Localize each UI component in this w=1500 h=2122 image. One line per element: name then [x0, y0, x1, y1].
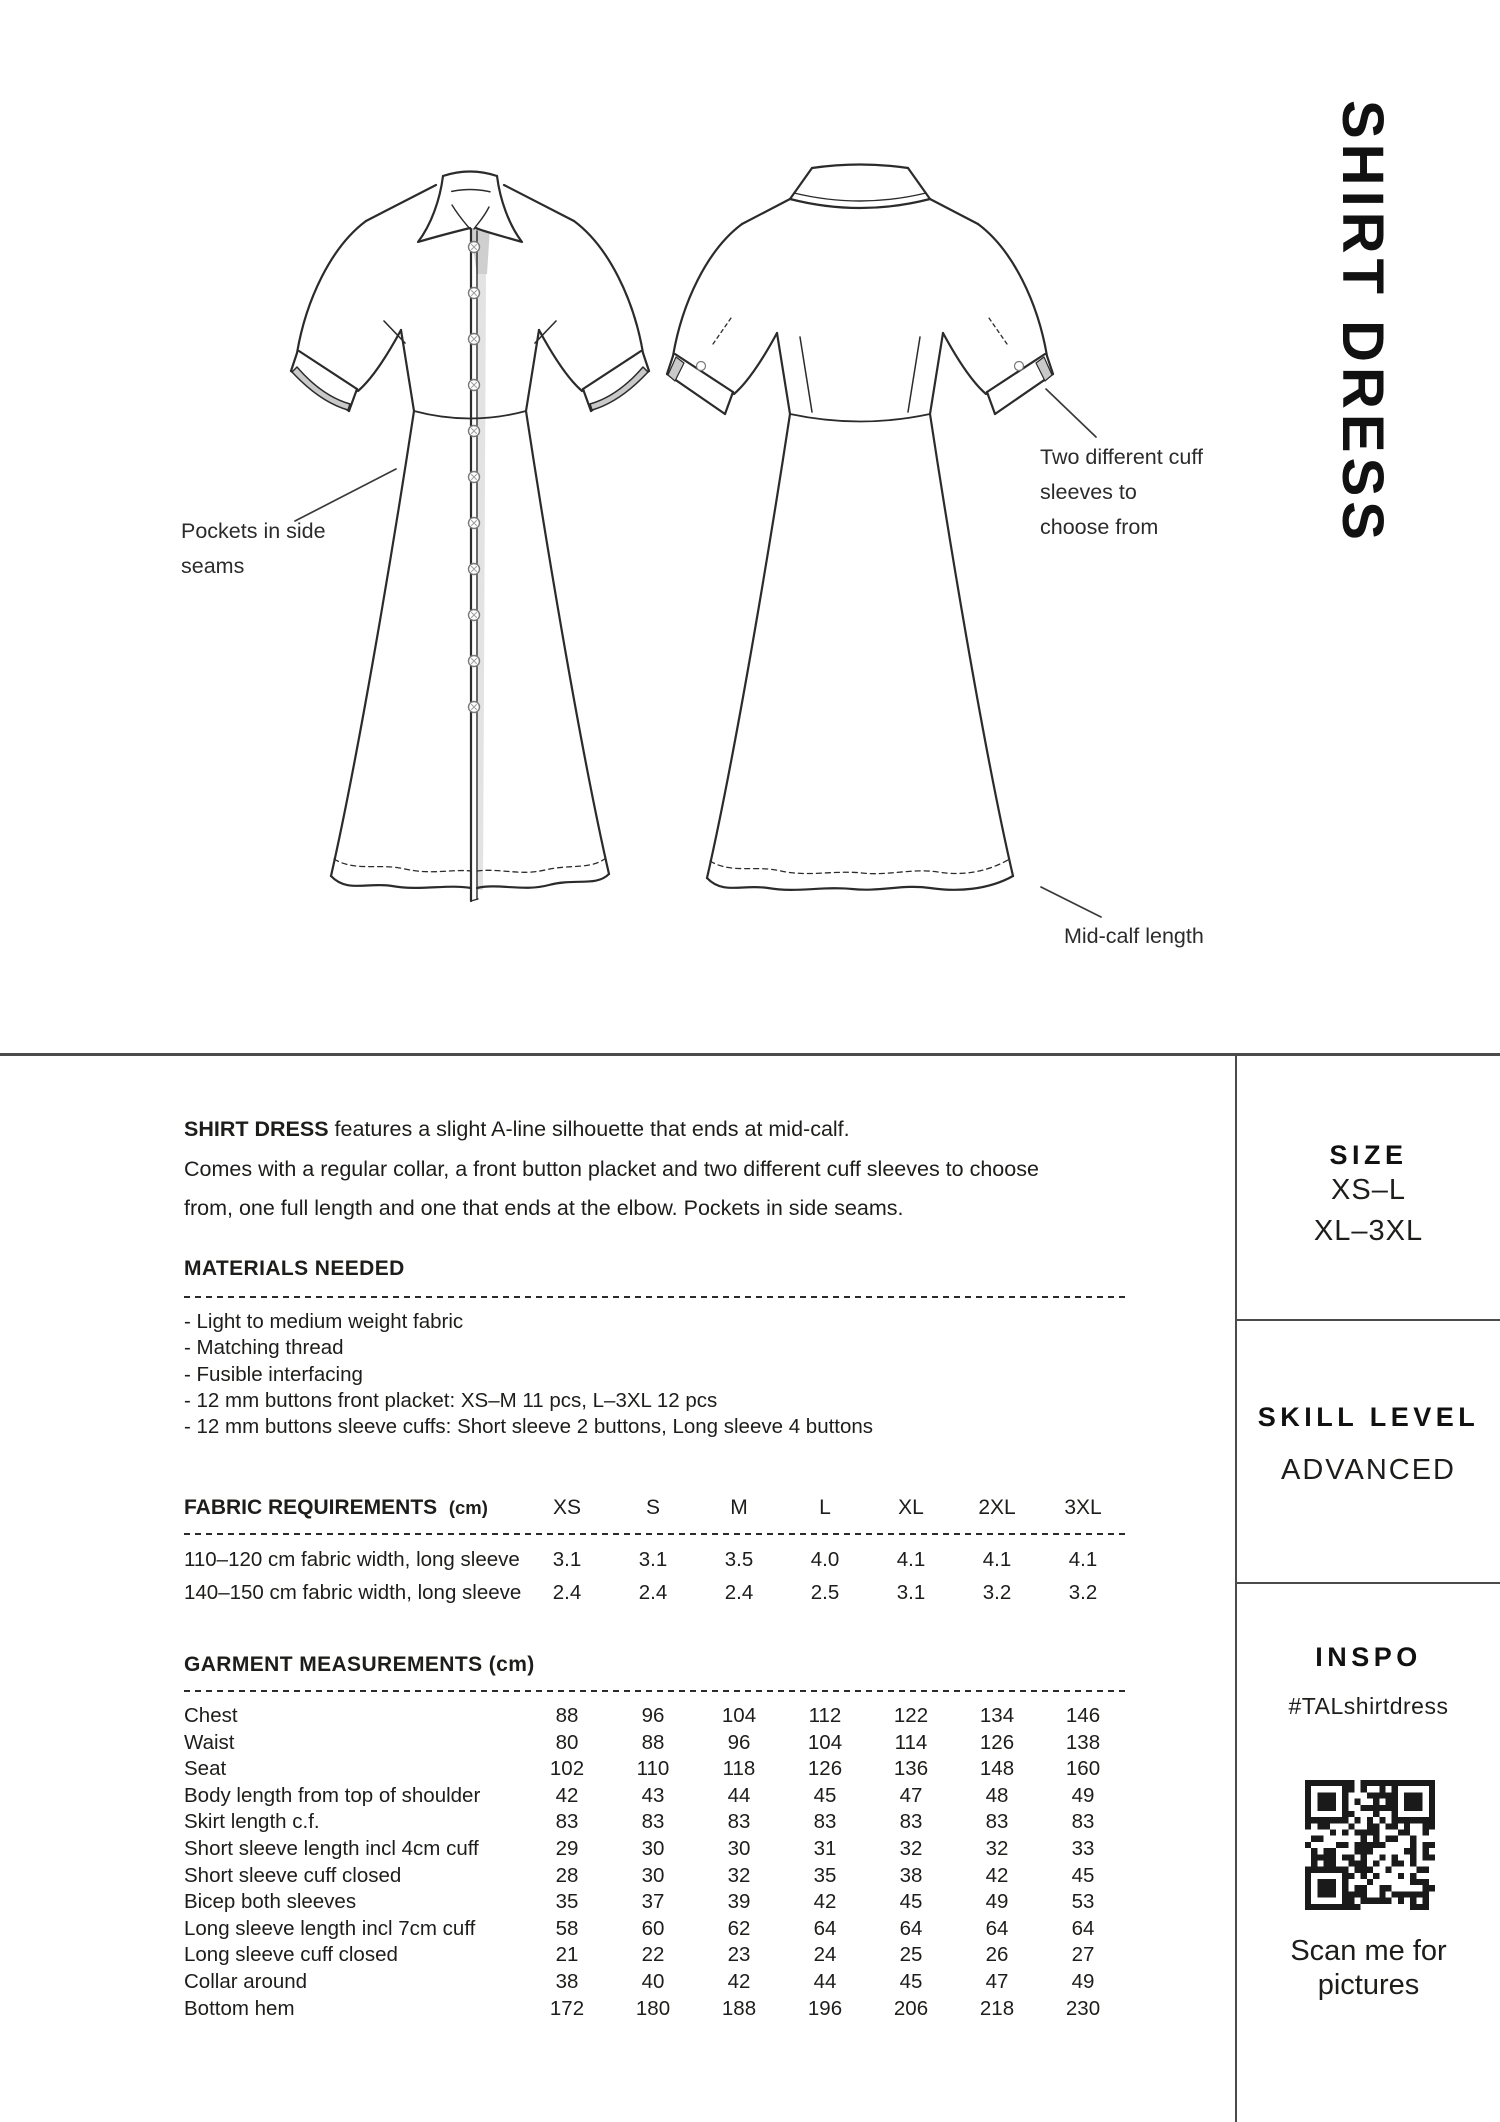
size-column-header: L	[819, 1496, 831, 1519]
table-cell: 148	[979, 1757, 1015, 1781]
row-label: Seat	[184, 1757, 227, 1781]
row-label: Waist	[184, 1730, 235, 1754]
size-column-header: 2XL	[978, 1496, 1016, 1519]
pattern-description	[184, 1110, 1064, 1229]
table-cell: 88	[555, 1704, 579, 1727]
table-cell: 42	[555, 1783, 579, 1807]
table-cell: 32	[899, 1836, 923, 1860]
row-label: Collar around	[184, 1969, 308, 1993]
table-cell: 64	[1071, 1916, 1095, 1940]
table-cell: 2.5	[810, 1581, 840, 1604]
garment-heading: GARMENT MEASUREMENTS (cm)	[184, 1653, 535, 1676]
table-row	[184, 1836, 1129, 1863]
table-cell: 218	[979, 1996, 1015, 2020]
table-row	[184, 1969, 1129, 1996]
table-cell: 64	[813, 1916, 837, 1940]
size-column-header: XL	[898, 1496, 924, 1519]
table-row	[184, 1576, 1129, 1609]
materials-list	[184, 1309, 1129, 1440]
table-cell: 3.5	[724, 1548, 754, 1571]
table-row	[184, 1756, 1129, 1783]
table-cell: 49	[1071, 1783, 1095, 1807]
table-row	[184, 1996, 1129, 2023]
leader-line-cuffs	[1046, 389, 1096, 437]
table-cell: 42	[727, 1969, 751, 1993]
table-cell: 138	[1065, 1730, 1101, 1754]
table-cell: 196	[807, 1996, 843, 2020]
table-cell: 83	[641, 1810, 665, 1834]
table-cell: 3.1	[896, 1581, 926, 1604]
table-cell: 44	[727, 1783, 751, 1807]
row-label: Chest	[184, 1704, 238, 1727]
table-row	[184, 1863, 1129, 1890]
table-cell: 126	[979, 1730, 1015, 1754]
table-cell: 110	[636, 1757, 670, 1781]
row-label: Short sleeve length incl 4cm cuff	[184, 1836, 479, 1860]
leader-line-length	[1041, 887, 1101, 917]
table-cell: 42	[813, 1890, 837, 1914]
table-cell: 39	[727, 1890, 751, 1914]
table-cell: 48	[985, 1783, 1009, 1807]
table-row	[184, 1783, 1129, 1810]
table-cell: 64	[899, 1916, 923, 1940]
materials-heading: MATERIALS NEEDED	[184, 1257, 405, 1280]
table-cell: 3.1	[552, 1548, 582, 1571]
table-cell: 104	[807, 1730, 843, 1754]
table-cell: 2.4	[552, 1581, 582, 1604]
annotation-mid-calf: Mid-calf length	[1064, 924, 1204, 948]
sidebar-divider-1	[1237, 1319, 1500, 1321]
table-cell: 102	[549, 1757, 585, 1781]
size-values	[1237, 1170, 1500, 1252]
inspo-heading: INSPO	[1315, 1642, 1422, 1672]
table-cell: 32	[727, 1863, 751, 1887]
table-cell: 2.4	[724, 1581, 754, 1604]
sidebar-divider-2	[1237, 1582, 1500, 1584]
table-cell: 22	[641, 1943, 665, 1967]
table-cell: 45	[899, 1969, 923, 1993]
table-cell: 96	[727, 1730, 751, 1754]
row-label: 140–150 cm fabric width, long sleeve	[184, 1581, 522, 1604]
table-cell: 45	[813, 1783, 837, 1807]
row-label: Bottom hem	[184, 1996, 295, 2020]
table-cell: 180	[635, 1996, 671, 2020]
fabric-heading: FABRIC REQUIREMENTS (cm)	[184, 1496, 488, 1519]
table-cell: 2.4	[638, 1581, 668, 1604]
table-cell: 25	[899, 1943, 923, 1967]
material-item: - Fusible interfacing	[184, 1362, 363, 1386]
fabric-header-row	[184, 1494, 1129, 1521]
table-cell: 206	[893, 1996, 929, 2020]
size-column-header: XS	[552, 1496, 581, 1519]
table-cell: 4.0	[810, 1548, 840, 1571]
table-cell: 136	[893, 1757, 929, 1781]
table-cell: 122	[893, 1704, 929, 1727]
table-cell: 64	[985, 1916, 1009, 1940]
table-cell: 60	[641, 1916, 665, 1940]
row-label: Short sleeve cuff closed	[184, 1863, 402, 1887]
size-column-header: 3XL	[1064, 1496, 1102, 1519]
table-cell: 83	[555, 1810, 579, 1834]
material-item: - Matching thread	[184, 1336, 344, 1360]
table-cell: 4.1	[1068, 1548, 1098, 1571]
back-view-drawing	[667, 165, 1053, 890]
qr-caption: Scan me for pictures	[1290, 1935, 1447, 2001]
table-cell: 230	[1065, 1996, 1101, 2020]
table-row	[184, 1730, 1129, 1757]
table-row	[184, 1916, 1129, 1943]
table-cell: 83	[727, 1810, 751, 1834]
table-cell: 30	[727, 1836, 751, 1860]
table-cell: 31	[813, 1836, 837, 1860]
table-cell: 58	[555, 1916, 579, 1940]
table-cell: 38	[555, 1969, 579, 1993]
table-cell: 30	[641, 1863, 665, 1887]
size-column-header: S	[645, 1496, 660, 1519]
table-cell: 83	[899, 1810, 923, 1834]
table-cell: 3.1	[638, 1548, 668, 1571]
garment-measurements-section	[184, 1652, 1129, 2022]
skill-level-heading: SKILL LEVEL	[1257, 1402, 1480, 1432]
table-cell: 28	[555, 1863, 579, 1887]
materials-section	[184, 1256, 1129, 1440]
table-cell: 83	[813, 1810, 837, 1834]
main-horizontal-divider	[0, 1053, 1500, 1056]
table-row	[184, 1703, 1129, 1730]
table-cell: 40	[641, 1969, 665, 1993]
annotation-cuff-sleeves: Two different cuff sleeves to choose from	[1040, 445, 1203, 539]
table-cell: 32	[985, 1836, 1009, 1860]
material-item: - Light to medium weight fabric	[184, 1310, 464, 1333]
table-row	[184, 1809, 1129, 1836]
table-cell: 33	[1071, 1836, 1095, 1860]
table-cell: 23	[727, 1943, 751, 1967]
description-lead: SHIRT DRESS	[184, 1117, 329, 1141]
table-cell: 49	[1071, 1969, 1095, 1993]
table-cell: 35	[813, 1863, 837, 1887]
table-row	[184, 1543, 1129, 1576]
row-label: Long sleeve cuff closed	[184, 1943, 398, 1967]
size-range-2: XL–3XL	[1313, 1215, 1424, 1247]
table-cell: 26	[985, 1943, 1009, 1967]
fabric-rows	[184, 1543, 1129, 1609]
table-row	[184, 1942, 1129, 1969]
table-cell: 188	[721, 1996, 757, 2020]
table-cell: 104	[721, 1704, 757, 1727]
fabric-requirements-section	[184, 1494, 1129, 1609]
row-label: Bicep both sleeves	[184, 1890, 357, 1914]
table-cell: 47	[985, 1969, 1009, 1993]
table-cell: 4.1	[982, 1548, 1012, 1571]
table-cell: 134	[979, 1704, 1015, 1727]
row-label: Body length from top of shoulder	[184, 1783, 481, 1807]
table-row	[184, 1889, 1129, 1916]
table-cell: 3.2	[1068, 1581, 1098, 1604]
table-cell: 37	[641, 1890, 665, 1914]
table-cell: 146	[1065, 1704, 1101, 1727]
table-cell: 42	[985, 1863, 1009, 1887]
garment-rows	[184, 1703, 1129, 2022]
cuff-button	[697, 362, 706, 371]
row-label: Long sleeve length incl 7cm cuff	[184, 1916, 476, 1940]
table-cell: 88	[641, 1730, 665, 1754]
table-cell: 47	[899, 1783, 923, 1807]
material-item: - 12 mm buttons sleeve cuffs: Short sleeve 2 buttons, Long sleeve 4 buttons	[184, 1415, 874, 1439]
table-cell: 4.1	[896, 1548, 926, 1571]
table-cell: 44	[813, 1969, 837, 1993]
table-cell: 24	[813, 1943, 837, 1967]
dashed-rule	[184, 1690, 1129, 1692]
table-cell: 53	[1071, 1890, 1095, 1914]
table-cell: 172	[549, 1996, 585, 2020]
table-cell: 29	[555, 1836, 579, 1860]
table-cell: 49	[985, 1890, 1009, 1914]
table-cell: 21	[555, 1943, 579, 1967]
table-cell: 38	[899, 1863, 923, 1887]
table-cell: 80	[555, 1730, 579, 1754]
description-line1: features a slight A-line silhouette that ends at mid-calf.	[328, 1117, 850, 1141]
table-cell: 62	[727, 1916, 751, 1940]
table-cell: 30	[641, 1836, 665, 1860]
row-label: Skirt length c.f.	[184, 1810, 320, 1834]
table-cell: 43	[641, 1783, 665, 1807]
cuff-button	[1015, 362, 1024, 371]
skill-level-value: ADVANCED	[1281, 1454, 1456, 1486]
table-cell: 27	[1071, 1943, 1095, 1967]
table-cell: 160	[1065, 1757, 1101, 1781]
size-heading: SIZE	[1329, 1140, 1408, 1170]
page-title-vertical: SHIRT DRESS	[1330, 100, 1395, 545]
table-cell: 126	[807, 1757, 843, 1781]
table-cell: 83	[1071, 1810, 1095, 1834]
table-cell: 112	[808, 1704, 842, 1727]
table-cell: 96	[641, 1704, 665, 1727]
table-cell: 35	[555, 1890, 579, 1914]
row-label: 110–120 cm fabric width, long sleeve	[184, 1548, 520, 1571]
table-cell: 118	[722, 1757, 756, 1781]
size-column-header: M	[730, 1496, 748, 1519]
table-cell: 45	[1071, 1863, 1095, 1887]
table-cell: 3.2	[982, 1581, 1012, 1604]
qr-code	[1305, 1780, 1435, 1910]
material-item: - 12 mm buttons front placket: XS–M 11 pcs, L–3XL 12 pcs	[184, 1388, 718, 1412]
table-cell: 114	[894, 1730, 928, 1754]
inspo-hashtag: #TALshirtdress	[1288, 1693, 1449, 1719]
size-range-1: XS–L	[1331, 1174, 1406, 1206]
dashed-rule	[184, 1296, 1129, 1298]
table-cell: 83	[985, 1810, 1009, 1834]
description-line2: Comes with a regular collar, a front button placket and two different cuff sleeves to choose from, one full length and one that ends at the elbow. Pockets in side seams.	[184, 1156, 1039, 1220]
dashed-rule	[184, 1533, 1129, 1535]
annotation-pockets: Pockets in side seams	[181, 519, 326, 578]
table-cell: 45	[899, 1890, 923, 1914]
